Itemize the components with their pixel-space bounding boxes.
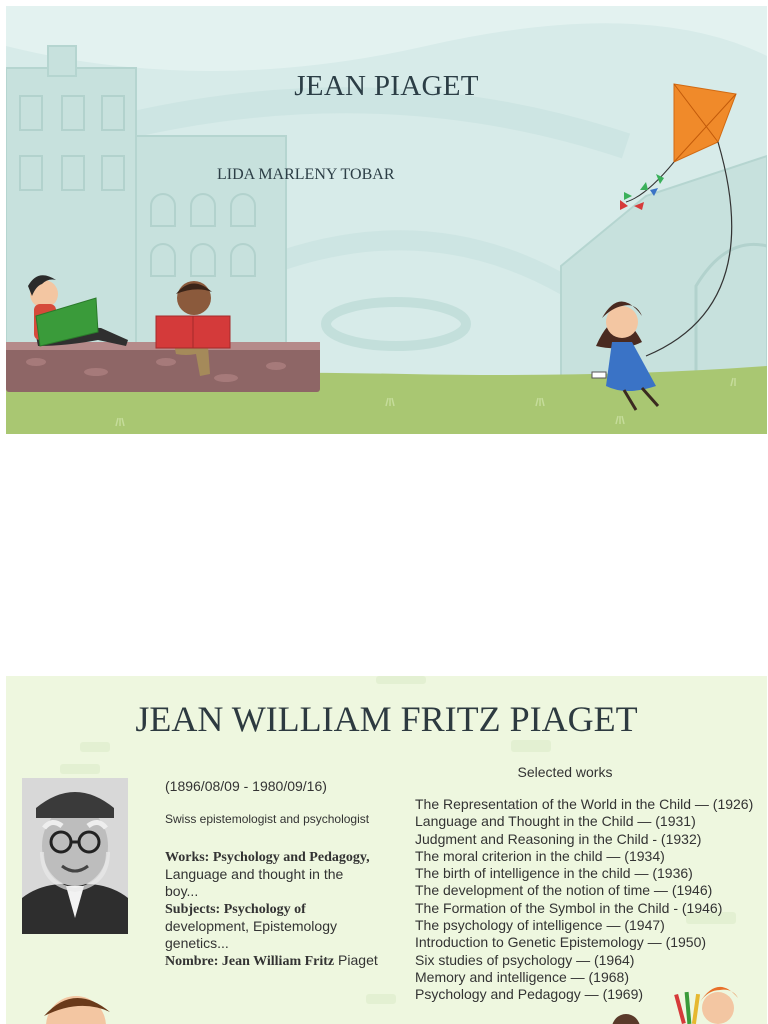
biography-slide bbox=[6, 676, 767, 1024]
work-item: Six studies of psychology — (1964) bbox=[415, 951, 635, 968]
author-name: LIDA MARLENY TOBAR bbox=[217, 166, 395, 183]
work-item: Psychology and Pedagogy — (1969) bbox=[415, 986, 644, 1003]
work-item: The moral criterion in the child — (1934) bbox=[415, 847, 665, 864]
subjects-label: Subjects: Psychology of bbox=[165, 902, 306, 917]
name-label: Nombre: Jean William Fritz bbox=[165, 954, 335, 969]
birth-death-dates: (1896/08/09 - 1980/09/16) bbox=[165, 778, 327, 794]
biography-title: JEAN WILLIAM FRITZ PIAGET bbox=[135, 699, 638, 739]
work-item: The birth of intelligence in the child — (1936) bbox=[415, 865, 693, 882]
work-item: Introduction to Genetic Epistemology — (1950) bbox=[415, 934, 707, 951]
name-text: Piaget bbox=[334, 952, 378, 968]
work-item: Language and Thought in the Child — (1931) bbox=[415, 813, 696, 830]
selected-works-heading: Selected works bbox=[517, 764, 613, 780]
kid-peeking-illustration bbox=[44, 996, 110, 1024]
selected-works-list bbox=[415, 796, 753, 1004]
works-label: Works: Psychology and Pedagogy, bbox=[165, 850, 370, 865]
work-item: The development of the notion of time — (1946) bbox=[415, 882, 713, 899]
works-text: Language and thought in the boy... bbox=[165, 866, 344, 899]
biography-info bbox=[165, 848, 380, 970]
work-item: The Formation of the Symbol in the Child - (1946) bbox=[415, 899, 723, 916]
work-item: Judgment and Reasoning in the Child - (1932) bbox=[415, 830, 702, 847]
subjects-text: development, Epistemology genetics... bbox=[165, 918, 337, 951]
profession-description: Swiss epistemologist and psychologist bbox=[165, 812, 370, 826]
work-item: The psychology of intelligence — (1947) bbox=[415, 917, 665, 934]
work-item: The Representation of the World in the Child — (1926) bbox=[415, 796, 754, 812]
title-slide bbox=[6, 6, 767, 434]
presentation-title: JEAN PIAGET bbox=[294, 70, 479, 102]
work-item: Memory and intelligence — (1968) bbox=[415, 968, 629, 985]
portrait-photo bbox=[22, 778, 128, 934]
